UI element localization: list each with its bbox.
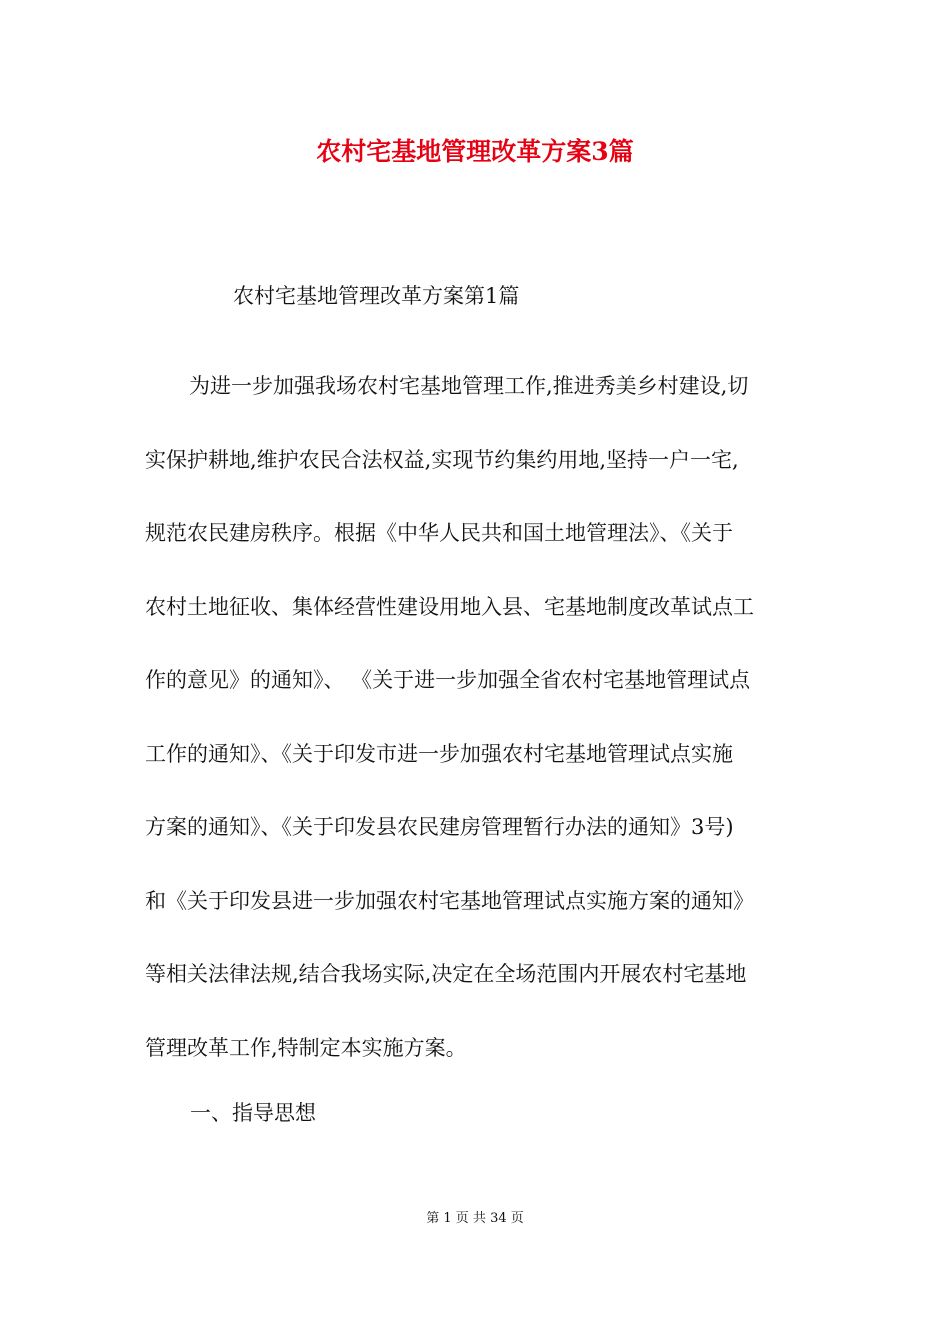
page-title: 农村宅基地管理改革方案3篇 bbox=[316, 137, 634, 166]
paragraph-line: 方案的通知》、《关于印发县农民建房管理暂行办法的通知》3号) bbox=[145, 815, 734, 839]
footer-middle: 页 共 bbox=[455, 1211, 486, 1226]
footer-total-pages: 34 bbox=[490, 1211, 507, 1226]
document-body bbox=[145, 280, 810, 1085]
paragraph-line: 为进一步加强我场农村宅基地管理工作,推进秀美乡村建设,切 bbox=[189, 374, 749, 398]
paragraph-line: 农村土地征收、集体经营性建设用地入县、宅基地制度改革试点工 bbox=[145, 594, 754, 619]
paragraph-line: 规范农民建房秩序。根据《中华人民共和国土地管理法》、《关于 bbox=[145, 521, 733, 545]
paragraph-line: 作的意见》的通知》、 《关于进一步加强全省农村宅基地管理试点 bbox=[145, 668, 751, 692]
page-footer bbox=[0, 1209, 950, 1229]
paragraph-line: 实保护耕地,维护农民合法权益,实现节约集约用地,坚持一户一宅, bbox=[145, 447, 739, 472]
footer-current-page: 1 bbox=[443, 1211, 452, 1226]
paragraph-line: 等相关法律法规,结合我场实际,决定在全场范围内开展农村宅基地 bbox=[145, 962, 747, 986]
paragraph-line: 工作的通知》、《关于印发市进一步加强农村宅基地管理试点实施 bbox=[145, 741, 733, 766]
document-subtitle: 农村宅基地管理改革方案第1篇 bbox=[233, 284, 520, 308]
footer-suffix: 页 bbox=[510, 1211, 524, 1226]
intro-paragraph bbox=[145, 350, 810, 1085]
paragraph-line: 和《关于印发县进一步加强农村宅基地管理试点实施方案的通知》 bbox=[145, 888, 754, 913]
paragraph-line: 管理改革工作,特制定本实施方案。 bbox=[145, 1035, 467, 1060]
footer-prefix: 第 bbox=[426, 1211, 440, 1226]
section-heading: 一、指导思想 bbox=[190, 1101, 316, 1125]
